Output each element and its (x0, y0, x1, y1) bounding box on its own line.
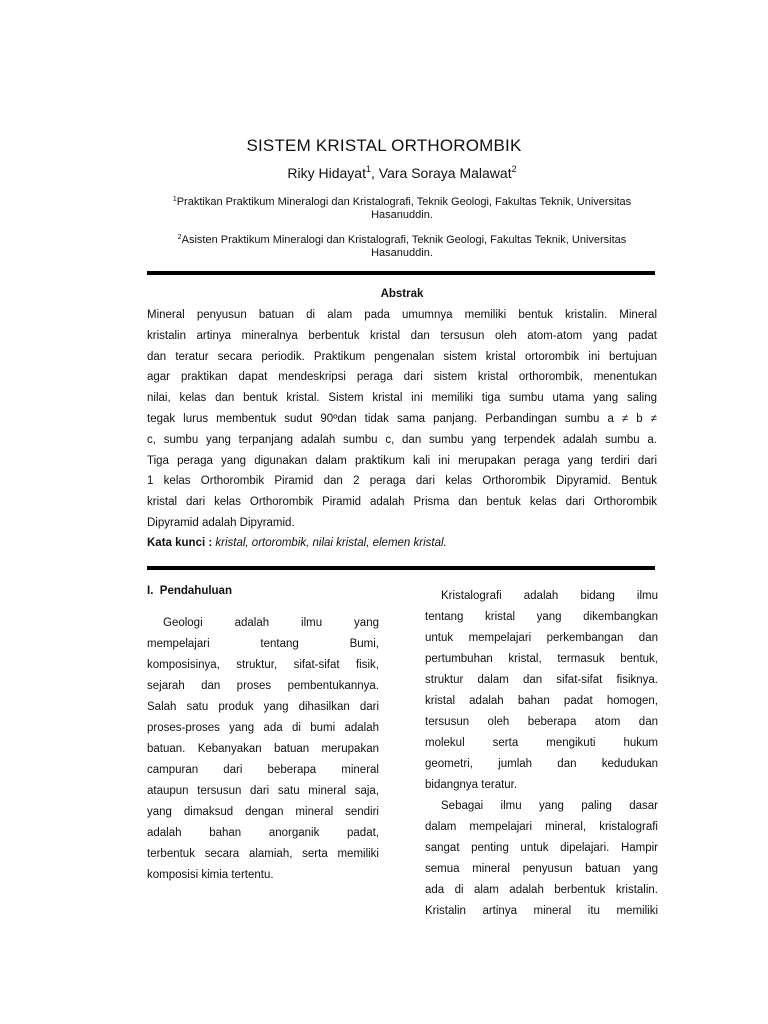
paragraph-line: terbentuk secara alamiah, serta memiliki (147, 848, 379, 860)
paragraph-line: ada di alam adalah berbentuk kristalin. (425, 884, 658, 896)
paragraph-line: komposisi kimia tertentu. (147, 869, 274, 881)
left-column (147, 613, 379, 886)
abstract-line: Mineral penyusun batuan di alam pada umumnya memiliki bentuk kristalin. Mineral (147, 309, 657, 321)
abstract-line: agar praktikan dapat mendeskripsi peraga dari sistem kristal orthorombik, menentukan (147, 371, 657, 384)
paragraph-line: Geologi adalah ilmu yang (163, 617, 379, 629)
paragraph-line: Sebagai ilmu yang paling dasar (441, 800, 658, 812)
author-sup: 2 (511, 164, 517, 174)
section-title: Pendahuluan (159, 585, 232, 597)
paragraph-line: komposisinya, struktur, sifat-sifat fisik, (147, 659, 379, 671)
paper-title: SISTEM KRISTAL ORTHOROMBIK (246, 136, 522, 155)
paragraph-line: molekul serta mengikuti hukum (425, 737, 658, 749)
affiliation-line: Asisten Praktikum Mineralogi dan Kristalografi, Teknik Geologi, Fakultas Teknik, Universitas (181, 234, 627, 246)
keywords-label: Kata kunci : (147, 537, 213, 549)
paragraph-line: tentang kristal yang dikembangkan (425, 611, 658, 623)
author-separator: , (371, 165, 379, 181)
abstract-line: c, sumbu yang terpanjang adalah sumbu c, dan sumbu yang terpendek adalah sumbu a. (147, 433, 657, 446)
paragraph-line: proses-proses yang ada di bumi adalah (147, 722, 379, 734)
abstract-line: Tiga peraga yang digunakan dalam praktikum kali ini merupakan peraga yang terdiri dari (147, 454, 657, 467)
keywords (147, 537, 447, 549)
abstract-line: 1 kelas Orthorombik Piramid dan 2 peraga dari kelas Orthorombik Dipyramid. Bentuk (147, 475, 657, 488)
paragraph-line: campuran dari beberapa mineral (147, 764, 379, 776)
affiliation-sup: 1 (172, 196, 177, 203)
affiliation-2 (150, 234, 654, 260)
abstract-line: Dipyramid adalah Dipyramid. (147, 516, 295, 529)
paragraph-line: pertumbuhan kristal, termasuk bentuk, (425, 653, 658, 665)
author-sup: 1 (365, 164, 371, 174)
affiliation-line: Hasanuddin. (371, 247, 433, 259)
paragraph-line: bidangnya teratur. (425, 779, 518, 791)
header-divider (147, 271, 655, 275)
paragraph-line: Kristalin artinya mineral itu memiliki (425, 905, 658, 917)
paragraph-line: kristal adalah bahan padat homogen, (425, 695, 658, 707)
paragraph-line: mempelajari tentang Bumi, (147, 638, 379, 650)
paragraph-line: struktur dalam dan sifat-sifat fisiknya. (425, 674, 658, 686)
paragraph-line: tersusun oleh beberapa atom dan (425, 716, 658, 728)
paragraph-line: sangat penting untuk dipelajari. Hampir (425, 842, 658, 854)
abstract-line: kristalin artinya mineralnya berbentuk kristal dan tersusun oleh atom-atom yang padat (147, 329, 657, 342)
paragraph-line: Kristalografi adalah bidang ilmu (441, 590, 658, 602)
abstract-line: tegak lurus membentuk sudut 90ºdan tidak sama panjang. Perbandingan sumbu a ≠ b ≠ (147, 412, 657, 425)
author-name: Vara Soraya Malawat (378, 165, 512, 181)
paragraph-line: batuan. Kebanyakan batuan merupakan (147, 743, 379, 755)
paragraph-line: semua mineral penyusun batuan yang (425, 863, 658, 875)
paragraph-line: untuk mempelajari perkembangan dan (425, 632, 658, 644)
paragraph-line: geometri, jumlah dan kedudukan (425, 758, 658, 770)
abstract-heading: Abstrak (380, 288, 424, 300)
author-list (0, 165, 768, 181)
right-column (425, 586, 658, 922)
paragraph-line: dalam mempelajari mineral, kristalografi (425, 821, 658, 833)
paragraph-line: adalah bahan anorganik padat, (147, 827, 379, 839)
paragraph-line: sejarah dan proses pembentukannya. (147, 680, 379, 692)
affiliation-sup: 2 (177, 234, 182, 241)
affiliation-line: Hasanuddin. (371, 209, 433, 221)
abstract-line: dan teratur secara periodik. Praktikum pengenalan sistem kristal ortorombik ini bertujuan (147, 350, 657, 363)
affiliation-1 (150, 196, 654, 222)
affiliation-line: Praktikan Praktikum Mineralogi dan Kristalografi, Teknik Geologi, Fakultas Teknik, Universitas (176, 196, 632, 208)
keywords-text: kristal, ortorombik, nilai kristal, elemen kristal. (215, 537, 447, 549)
paragraph-line: yang dimaksud dengan mineral sendiri (147, 806, 379, 818)
abstract-divider (147, 566, 655, 570)
section-heading (147, 585, 232, 597)
paragraph-line: ataupun tersusun dari satu mineral saja, (147, 785, 379, 797)
paragraph-line: Salah satu produk yang dihasilkan dari (147, 701, 379, 713)
section-number: I. (147, 585, 154, 597)
abstract-line: nilai, kelas dan bentuk kristal. Sistem kristal ini memiliki tiga sumbu utama yang saling (147, 392, 657, 405)
author-name: Riky Hidayat (287, 165, 366, 181)
abstract-body (147, 305, 657, 534)
abstract-line: kristal dari kelas Orthorombik Piramid adalah Prisma dan bentuk kelas dari Orthorombik (147, 496, 657, 509)
